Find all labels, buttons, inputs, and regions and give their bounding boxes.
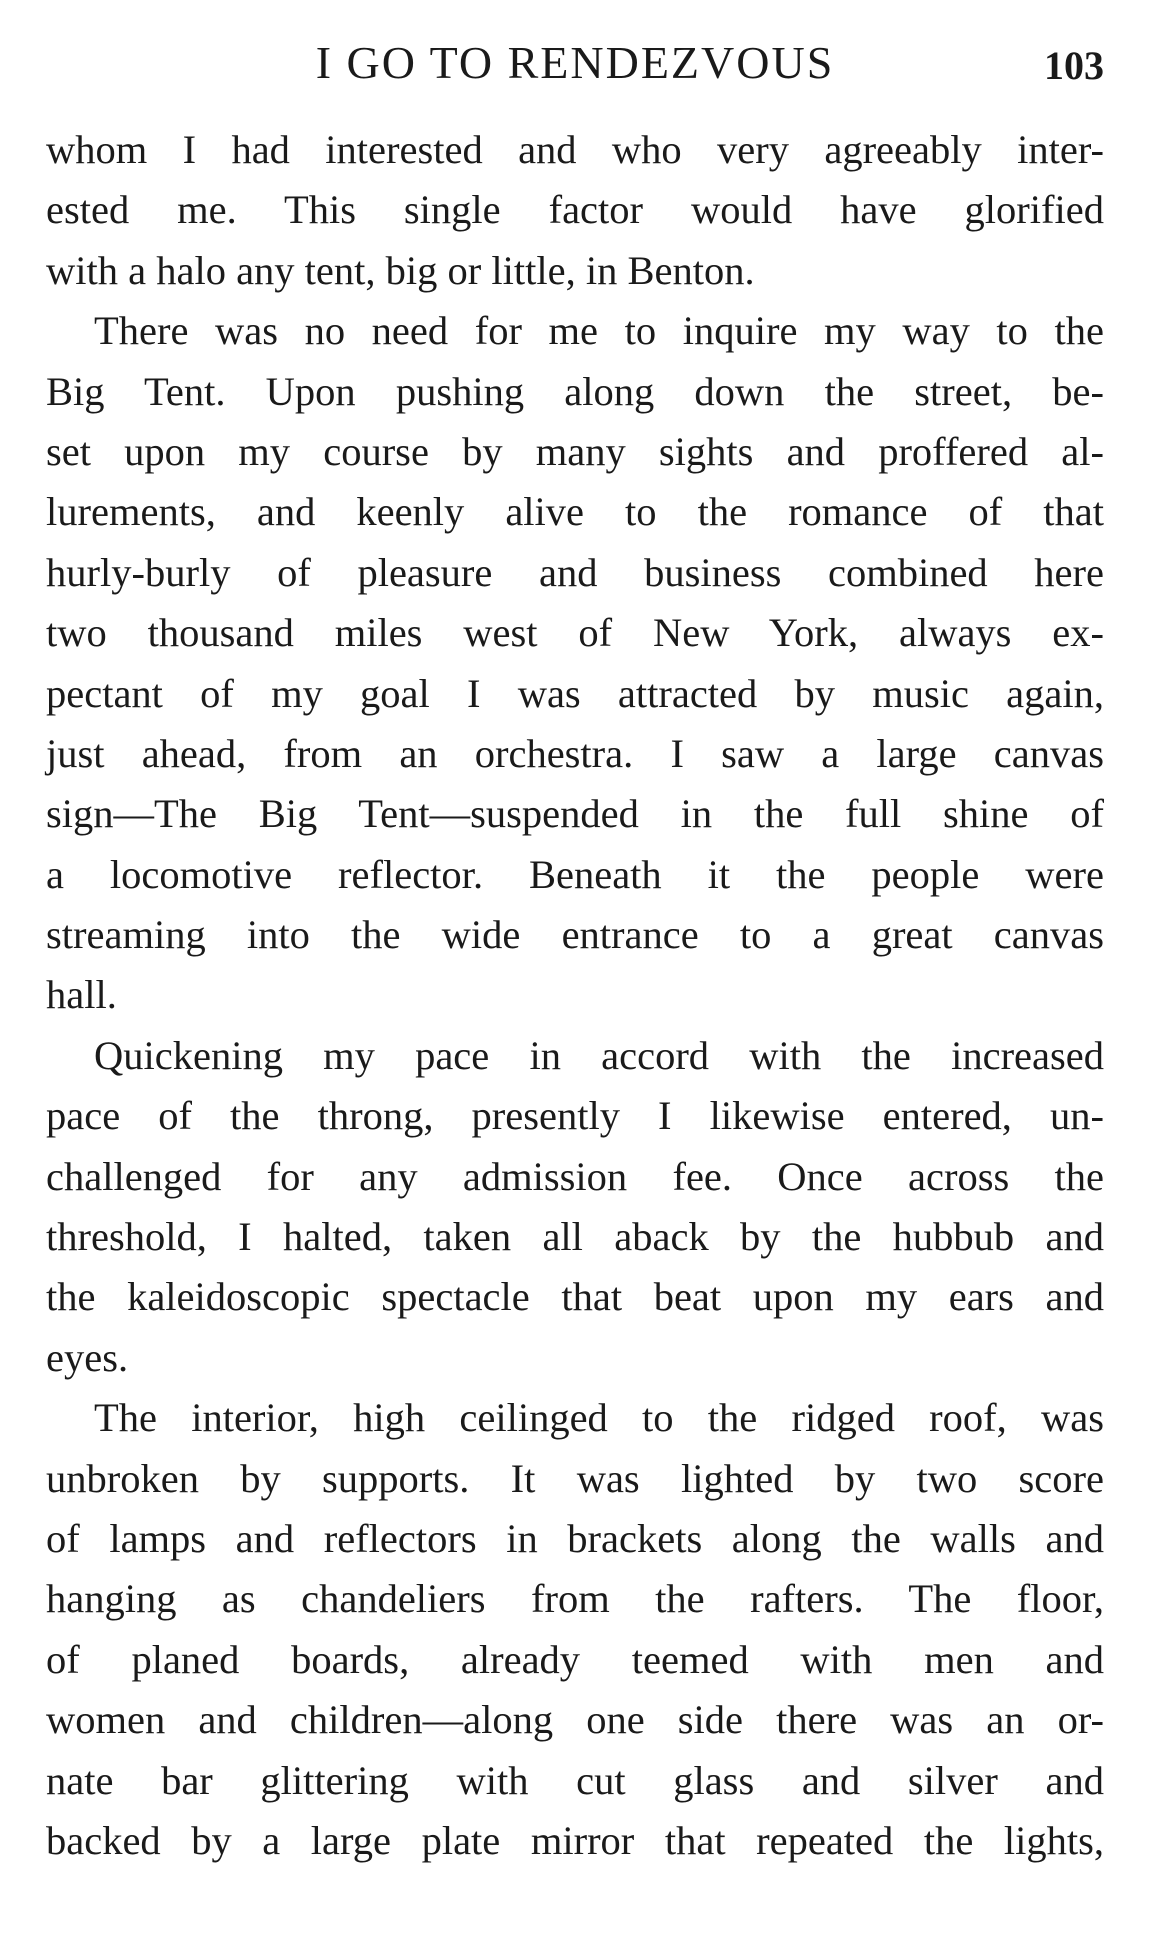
text-line: sign—The Big Tent—suspended in the full shine of [46, 791, 1104, 837]
text-line: hall. [46, 972, 117, 1018]
text-line: unbroken by supports. It was lighted by two score [46, 1455, 1104, 1501]
text-line: pace of the throng, presently I likewise entered, un- [46, 1093, 1104, 1139]
text-line: just ahead, from an orchestra. I saw a large canvas [46, 730, 1104, 776]
text-line: lurements, and keenly alive to the romance of that [46, 489, 1104, 535]
text-line: eyes. [46, 1334, 129, 1380]
text-line: threshold, I halted, taken all aback by the hubbub and [46, 1214, 1104, 1260]
paragraph [46, 1026, 1104, 1388]
text-line: whom I had interested and who very agreeably inter- [46, 127, 1104, 172]
text-line: the kaleidoscopic spectacle that beat upon my ears and [46, 1274, 1104, 1320]
body-text [46, 120, 1104, 1871]
paragraph [46, 301, 1104, 1026]
text-line: Quickening my pace in accord with the increased [94, 1032, 1104, 1078]
text-line: backed by a large plate mirror that repeated the lights, [46, 1817, 1104, 1863]
text-line: Big Tent. Upon pushing along down the street, be- [46, 368, 1104, 414]
running-head: I GO TO RENDEZVOUS [315, 37, 835, 88]
paragraph [46, 1388, 1104, 1871]
text-line: with a halo any tent, big or little, in Benton. [46, 247, 755, 293]
page-number: 103 [1044, 43, 1104, 88]
text-line: hanging as chandeliers from the rafters. The floor, [46, 1576, 1104, 1622]
text-line: of planed boards, already teemed with men and [46, 1636, 1104, 1682]
text-line: set upon my course by many sights and proffered al- [46, 428, 1104, 474]
text-line: two thousand miles west of New York, always ex- [46, 610, 1104, 656]
text-line: pectant of my goal I was attracted by music again, [46, 670, 1104, 716]
text-line: challenged for any admission fee. Once across the [46, 1153, 1104, 1199]
text-line: streaming into the wide entrance to a great canvas [46, 912, 1104, 958]
text-line: The interior, high ceilinged to the ridged roof, was [94, 1395, 1104, 1441]
text-line: women and children—along one side there was an or- [46, 1697, 1104, 1743]
text-line: nate bar glittering with cut glass and silver and [46, 1757, 1104, 1803]
text-line: ested me. This single factor would have glorified [46, 187, 1104, 233]
page-header [46, 30, 1104, 100]
text-line: of lamps and reflectors in brackets along the walls and [46, 1515, 1104, 1561]
text-line: There was no need for me to inquire my way to the [94, 308, 1104, 354]
paragraph [46, 120, 1104, 301]
text-line: hurly-burly of pleasure and business combined here [46, 549, 1104, 595]
text-line: a locomotive reflector. Beneath it the people were [46, 851, 1104, 897]
